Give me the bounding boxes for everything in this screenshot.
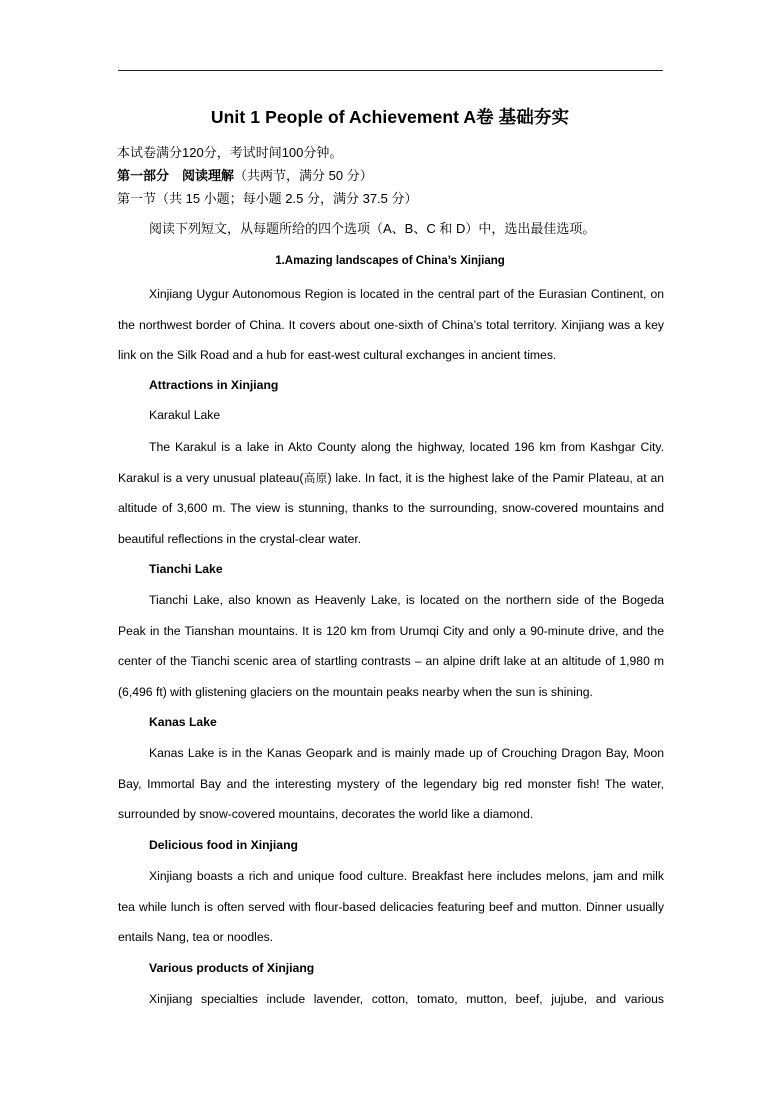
food-heading: Delicious food in Xinjiang: [149, 838, 298, 852]
part-one-detail: （共两节，满分 50 分）: [234, 168, 373, 183]
food-paragraph: Xinjiang boasts a rich and unique food culture. Breakfast here includes melons, jam and milk tea while lunch is often served with flour-based delicacies featuring beef and mutton. Dinner usually entails Nang, tea or noodles.: [118, 869, 664, 945]
attractions-heading: Attractions in Xinjiang: [149, 378, 279, 392]
passage-title: 1.Amazing landscapes of China’s Xinjiang: [275, 255, 505, 267]
section-one-line: 第一节（共 15 小题；每小题 2.5 分，满分 37.5 分）: [117, 191, 418, 206]
exam-meta-line: 本试卷满分120分，考试时间100分钟。: [117, 145, 343, 160]
instruction-line: 阅读下列短文，从每题所给的四个选项（A、B、C 和 D）中，选出最佳选项。: [149, 221, 596, 236]
karakul-heading: Karakul Lake: [149, 408, 221, 422]
karakul-text-2: ) lake. In fact, it is the highest lake of the Pamir Plateau, at an altitude of 3,600 m. The view is stunning, thanks to the surrounding, snow-covered mountains and beautiful reflections in the crystal-clear water.: [118, 470, 665, 546]
products-heading: Various products of Xinjiang: [149, 961, 315, 975]
karakul-paragraph: [118, 432, 664, 554]
page-title: Unit 1 People of Achievement A卷 基础夯实: [210, 107, 570, 127]
kanas-heading: Kanas Lake: [149, 715, 217, 729]
karakul-text-1: The Karakul is a lake in Akto County along the highway, located 196 km from Kashgar City. Karakul is a very unusual plateau(: [118, 440, 664, 485]
karakul-gloss: 高原: [303, 470, 328, 485]
intro-paragraph: Xinjiang Uygur Autonomous Region is located in the central part of the Eurasian Continent, on the northwest border of China. It covers about one-sixth of China’s total territory. Xinjiang was a key link on the Silk Road and a hub for east-west cultural exchanges in ancient times.: [118, 287, 664, 363]
tianchi-heading: Tianchi Lake: [149, 562, 223, 576]
header-rule: [118, 70, 663, 71]
part-one-label: 第一部分 阅读理解: [117, 168, 235, 183]
part-one-line: [117, 165, 373, 184]
kanas-paragraph: Kanas Lake is in the Kanas Geopark and is mainly made up of Crouching Dragon Bay, Moon Bay, Immortal Bay and the interesting mystery of the legendary big red monster fish! The water, surrounded by snow-covered mountains, decorates the world like a diamond.: [118, 746, 664, 822]
products-paragraph: Xinjiang specialties include lavender, cotton, tomato, mutton, beef, jujube, and various: [149, 992, 664, 1006]
tianchi-paragraph: Tianchi Lake, also known as Heavenly Lake, is located on the northern side of the Bogeda Peak in the Tianshan mountains. It is 120 km from Urumqi City and only a 90-minute drive, and the center of the Tianchi scenic area of startling contrasts – an alpine drift lake at an altitude of 1,980 m (6,496 ft) with glistening glaciers on the mountain peaks nearby when the sun is shining.: [118, 593, 664, 699]
